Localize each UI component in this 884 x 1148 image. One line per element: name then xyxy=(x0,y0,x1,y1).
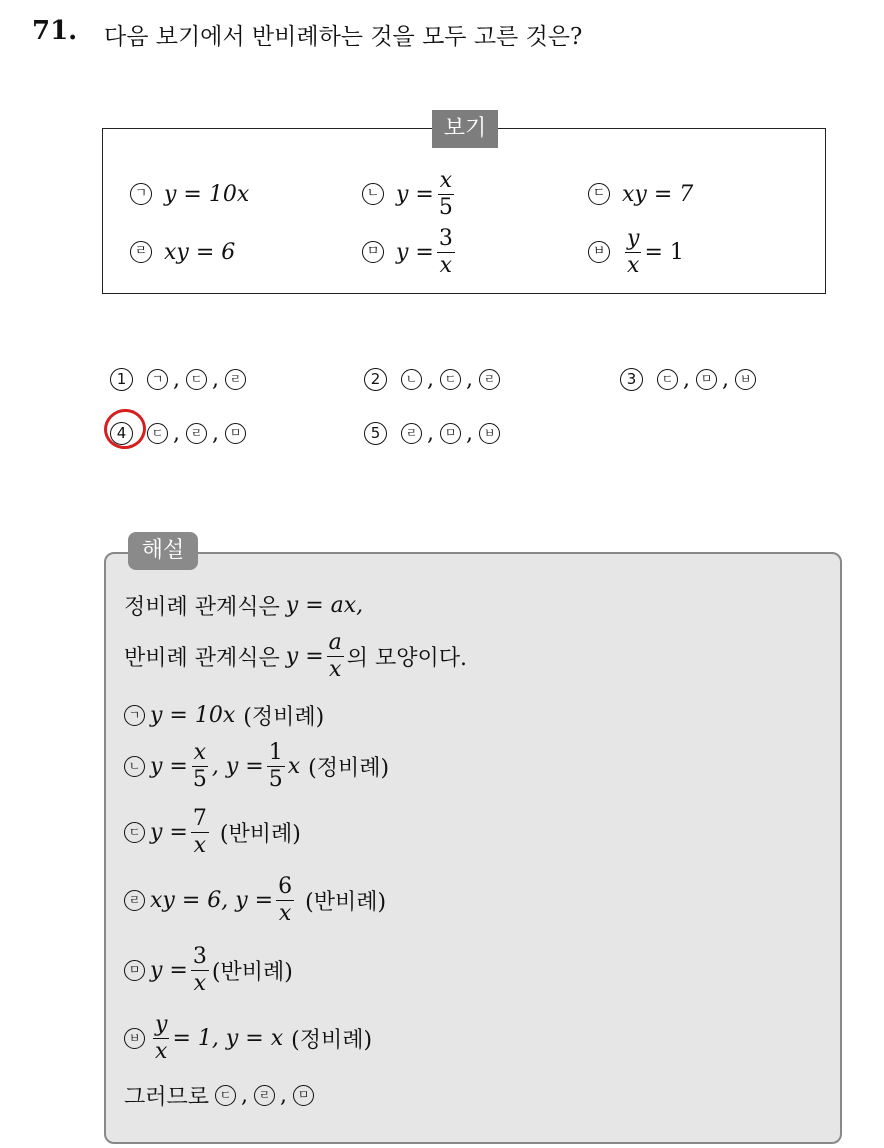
explanation-line-2: 반비례 관계식은 y = $\frac{a}{x}$ 의 모양이다. xyxy=(124,630,467,682)
choice-3[interactable]: 3 ㄷ , ㅁ , ㅂ xyxy=(620,364,761,394)
circled-mark: ㄷ xyxy=(588,183,610,205)
fraction: $\frac{y}{x}$ xyxy=(155,1012,168,1064)
fraction: $\frac{1}{5}$ xyxy=(268,740,283,792)
explanation-line-3: ㄱ y = 10x (정비례) xyxy=(124,700,324,731)
bogi-item-3 xyxy=(588,166,693,222)
bogi-item-5 xyxy=(362,224,458,280)
choice-1[interactable]: 1 ㄱ , ㄷ , ㄹ xyxy=(110,364,251,394)
bogi-expression: y = 10x xyxy=(164,181,250,207)
bogi-expression: xy = 6 xyxy=(164,239,236,265)
fraction: $\frac{x}{5}$ xyxy=(438,167,453,220)
explanation-line-4: ㄴ y = $\frac{x}{5}$ , y = $\frac{1}{5}$ x (정비례) xyxy=(124,742,389,791)
bogi-item-6 xyxy=(588,224,684,280)
bogi-expression: = 1 xyxy=(644,239,684,265)
circled-mark: ㄹ xyxy=(130,241,152,263)
explanation-conclusion: 그러므로 ㄷ , ㄹ , ㅁ xyxy=(124,1080,319,1111)
choice-number: 4 xyxy=(110,422,133,445)
explanation-line-7: ㅁ y = $\frac{3}{x}$ (반비례) xyxy=(124,946,293,995)
choice-2[interactable]: 2 ㄴ , ㄷ , ㄹ xyxy=(364,364,505,394)
fraction: $\frac{3}{x}$ xyxy=(192,944,207,996)
fraction: $\frac{a}{x}$ xyxy=(328,630,342,682)
choice-number: 2 xyxy=(364,368,387,391)
fraction: $\frac{y}{x}$ xyxy=(627,225,640,278)
explanation-line-8: ㅂ $\frac{y}{x}$ = 1, y = x (정비례) xyxy=(124,1014,372,1063)
fraction: $\frac{x}{5}$ xyxy=(192,740,207,792)
circled-mark: ㄱ xyxy=(130,183,152,205)
choice-number: 1 xyxy=(110,368,133,391)
bogi-item-4 xyxy=(130,224,235,280)
explanation-label: 해설 xyxy=(128,532,198,570)
question-text: 다음 보기에서 반비례하는 것을 모두 고른 것은? xyxy=(104,24,583,50)
explanation-line-1: 정비례 관계식은 y = ax, xyxy=(124,593,364,620)
choice-4[interactable]: 4 ㄷ , ㄹ , ㅁ xyxy=(110,418,251,448)
bogi-expression: y = xyxy=(396,239,434,265)
fraction: $\frac{3}{x}$ xyxy=(438,225,453,278)
fraction: $\frac{6}{x}$ xyxy=(278,874,293,926)
bogi-expression: xy = 7 xyxy=(622,181,694,207)
circled-mark: ㅁ xyxy=(362,241,384,263)
explanation-line-6: ㄹ xy = 6, y = $\frac{6}{x}$ (반비례) xyxy=(124,876,386,925)
bogi-item-2 xyxy=(362,166,458,222)
bogi-label: 보기 xyxy=(432,110,498,148)
choice-5[interactable]: 5 ㄹ , ㅁ , ㅂ xyxy=(364,418,505,448)
explanation-line-5: ㄷ y = $\frac{7}{x}$ (반비례) xyxy=(124,808,301,857)
choice-number: 5 xyxy=(364,422,387,445)
fraction: $\frac{7}{x}$ xyxy=(192,806,207,858)
question-number: 71. xyxy=(32,16,78,46)
bogi-item-1 xyxy=(130,166,249,222)
circled-mark: ㅂ xyxy=(588,241,610,263)
bogi-expression: y = xyxy=(396,181,434,207)
circled-mark: ㄴ xyxy=(362,183,384,205)
choice-number: 3 xyxy=(620,368,643,391)
